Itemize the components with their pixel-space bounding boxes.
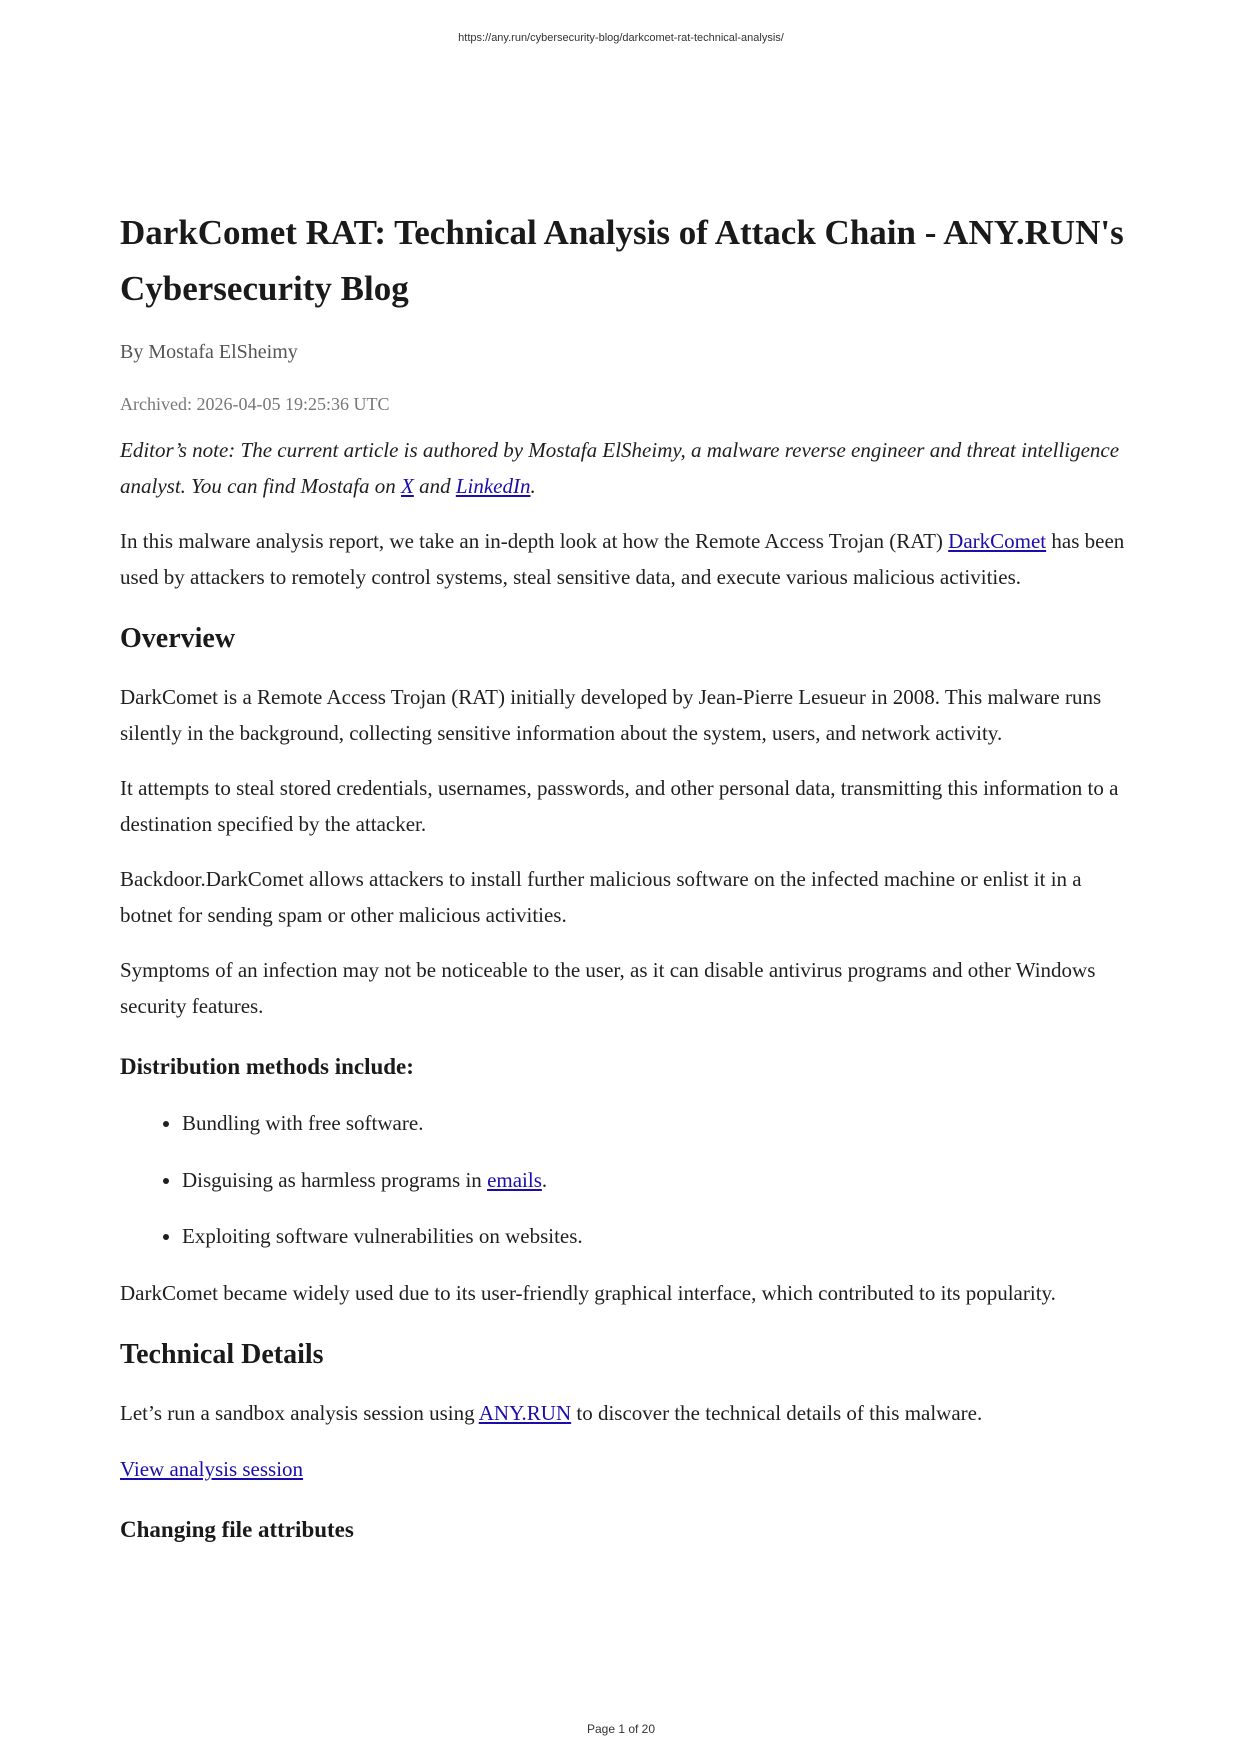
overview-paragraph-3: Backdoor.DarkComet allows attackers to install further malicious software on the infected machine or enlist it in a botnet for sending spam or other malicious activities. bbox=[120, 867, 1082, 927]
technical-paragraph bbox=[120, 1396, 1130, 1432]
technical-details-heading: Technical Details bbox=[120, 1339, 324, 1370]
view-analysis-session-link[interactable]: View analysis session bbox=[120, 1456, 304, 1481]
editor-note-end: . bbox=[530, 473, 536, 498]
overview-paragraph-4: Symptoms of an infection may not be noticeable to the user, as it can disable antivirus programs and other Windows security features. bbox=[120, 958, 1096, 1018]
overview-paragraph-2: It attempts to steal stored credentials, usernames, passwords, and other personal data, transmitting this information to a destination specified by the attacker. bbox=[120, 776, 1119, 836]
list-item bbox=[182, 1163, 1130, 1199]
technical-text-start: Let’s run a sandbox analysis session using bbox=[120, 1401, 479, 1425]
list-item-end: . bbox=[541, 1167, 548, 1192]
page-url-header: https://any.run/cybersecurity-blog/darkcomet-rat-technical-analysis/ bbox=[458, 32, 784, 44]
intro-text-start: In this malware analysis report, we take an in-depth look at how the Remote Access Trojan (RAT) bbox=[120, 529, 949, 553]
changing-file-attributes-heading: Changing file attributes bbox=[120, 1517, 354, 1542]
linkedin-profile-link[interactable]: LinkedIn bbox=[455, 473, 531, 498]
overview-paragraph-1: DarkComet is a Remote Access Trojan (RAT) initially developed by Jean-Pierre Lesueur in 2008. This malware runs silently in the background, collecting sensitive information about the system, users, and network activity. bbox=[120, 685, 1102, 745]
page-number: Page 1 of 20 bbox=[586, 1722, 656, 1736]
article-content bbox=[120, 205, 1130, 1569]
distribution-conclusion: DarkComet became widely used due to its user-friendly graphical interface, which contributed to its popularity. bbox=[120, 1280, 1056, 1305]
x-profile-link[interactable]: X bbox=[401, 473, 414, 498]
distribution-heading: Distribution methods include: bbox=[120, 1054, 414, 1079]
article-byline: By Mostafa ElSheimy bbox=[120, 341, 298, 363]
archived-timestamp: Archived: 2026-04-05 19:25:36 UTC bbox=[120, 394, 390, 414]
technical-text-end: to discover the technical details of this malware. bbox=[571, 1401, 983, 1425]
article-title: DarkComet RAT: Technical Analysis of Attack Chain - ANY.RUN's Cybersecurity Blog bbox=[120, 213, 1124, 308]
list-item-text: Disguising as harmless programs in bbox=[182, 1167, 488, 1192]
emails-link[interactable]: emails bbox=[487, 1167, 542, 1192]
view-analysis-paragraph bbox=[120, 1452, 1130, 1488]
distribution-list bbox=[120, 1106, 1130, 1255]
darkcomet-link[interactable]: DarkComet bbox=[948, 529, 1047, 553]
overview-heading: Overview bbox=[120, 623, 236, 654]
anyrun-link[interactable]: ANY.RUN bbox=[478, 1401, 572, 1425]
editor-note bbox=[120, 433, 1130, 504]
list-item: • Bundling with free software. bbox=[182, 1106, 1130, 1142]
editor-note-and: and bbox=[413, 473, 456, 498]
list-item: • Exploiting software vulnerabilities on websites. bbox=[182, 1219, 1130, 1255]
intro-text-end: has been used by attackers to remotely control systems, steal sensitive data, and execute various malicious activities. bbox=[120, 529, 1125, 589]
editor-note-text: Editor’s note: The current article is authored by Mostafa ElSheimy, a malware reverse engineer and threat intelligence analyst. You can find Mostafa on bbox=[120, 438, 1120, 498]
intro-paragraph bbox=[120, 524, 1130, 595]
